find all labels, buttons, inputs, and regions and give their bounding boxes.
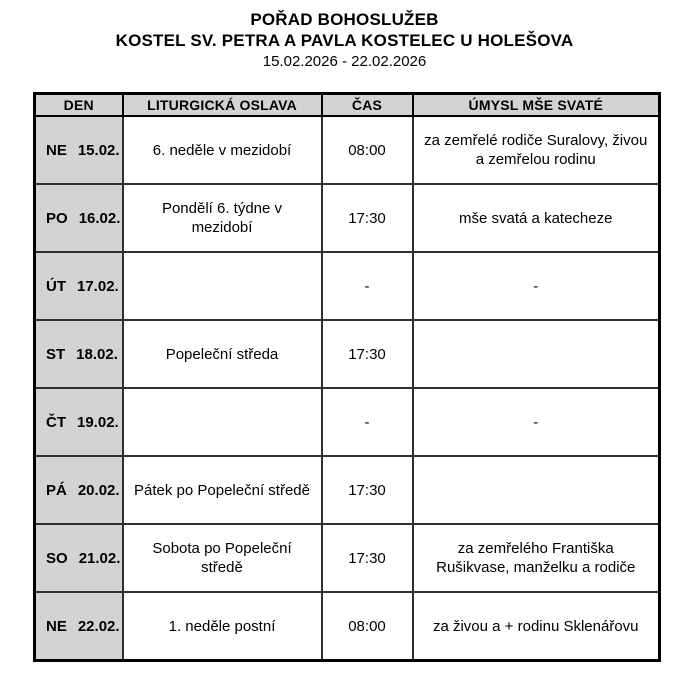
- intention-cell: -: [413, 388, 660, 456]
- time-cell: 17:30: [322, 184, 413, 252]
- day-abbr: SO: [46, 549, 68, 567]
- time-cell: 17:30: [322, 524, 413, 592]
- schedule-table: [33, 92, 661, 662]
- day-abbr: NE: [46, 617, 67, 635]
- celebration-cell: Popeleční středa: [123, 320, 322, 388]
- day-cell: [35, 388, 123, 456]
- day-abbr: ST: [46, 345, 66, 363]
- day-cell: [35, 184, 123, 252]
- day-cell: [35, 320, 123, 388]
- celebration-cell: 1. neděle postní: [123, 592, 322, 661]
- time-cell: 17:30: [322, 456, 413, 524]
- document-subtitle: KOSTEL SV. PETRA A PAVLA KOSTELEC U HOLEŠOVA: [115, 31, 574, 50]
- schedule-table-header: [35, 94, 660, 117]
- day-date: 16.02.: [78, 209, 121, 227]
- time-cell: 08:00: [322, 116, 413, 184]
- celebration-cell: 6. neděle v mezidobí: [123, 116, 322, 184]
- day-abbr: PÁ: [46, 481, 67, 499]
- day-date: 19.02.: [77, 413, 119, 431]
- intention-cell: za živou a + rodinu Sklenářovu: [413, 592, 660, 661]
- celebration-cell: [123, 388, 322, 456]
- intention-cell: za zemřelého Františka Rušikvase, manželku a rodiče: [413, 524, 660, 592]
- intention-cell: [413, 320, 660, 388]
- celebration-cell: Sobota po Popeleční středě: [123, 524, 322, 592]
- intention-cell: [413, 456, 660, 524]
- table-row: [35, 388, 660, 456]
- column-header-celebration: LITURGICKÁ OSLAVA: [123, 94, 322, 117]
- day-date: 22.02.: [77, 617, 120, 635]
- day-cell: [35, 592, 123, 661]
- day-abbr: PO: [46, 209, 68, 227]
- table-row: [35, 592, 660, 661]
- day-date: 15.02.: [77, 141, 120, 159]
- time-cell: 17:30: [322, 320, 413, 388]
- day-date: 17.02.: [77, 277, 119, 295]
- day-date: 21.02.: [78, 549, 121, 567]
- intention-cell: mše svatá a katecheze: [413, 184, 660, 252]
- day-cell: [35, 116, 123, 184]
- table-row: [35, 116, 660, 184]
- celebration-cell: Pondělí 6. týdne v mezidobí: [123, 184, 322, 252]
- time-cell: 08:00: [322, 592, 413, 661]
- document-title: POŘAD BOHOSLUŽEB: [250, 10, 439, 29]
- day-cell: [35, 456, 123, 524]
- document-header: [0, 0, 689, 73]
- time-cell: -: [322, 252, 413, 320]
- day-abbr: NE: [46, 141, 67, 159]
- intention-cell: -: [413, 252, 660, 320]
- day-date: 20.02.: [77, 481, 120, 499]
- intention-cell: za zemřelé rodiče Suralovy, živou a zemřelou rodinu: [413, 116, 660, 184]
- day-abbr: ÚT: [46, 277, 66, 295]
- document-date-range: 15.02.2026 - 22.02.2026: [262, 53, 427, 70]
- table-row: [35, 252, 660, 320]
- time-cell: -: [322, 388, 413, 456]
- column-header-intention: ÚMYSL MŠE SVATÉ: [413, 94, 660, 117]
- celebration-cell: [123, 252, 322, 320]
- celebration-cell: Pátek po Popeleční středě: [123, 456, 322, 524]
- table-row: [35, 456, 660, 524]
- column-header-time: ČAS: [322, 94, 413, 117]
- day-abbr: ČT: [46, 413, 66, 431]
- table-row: [35, 524, 660, 592]
- column-header-day: DEN: [35, 94, 123, 117]
- day-cell: [35, 252, 123, 320]
- table-row: [35, 184, 660, 252]
- day-date: 18.02.: [76, 345, 118, 363]
- header-row: [35, 94, 660, 117]
- table-row: [35, 320, 660, 388]
- day-cell: [35, 524, 123, 592]
